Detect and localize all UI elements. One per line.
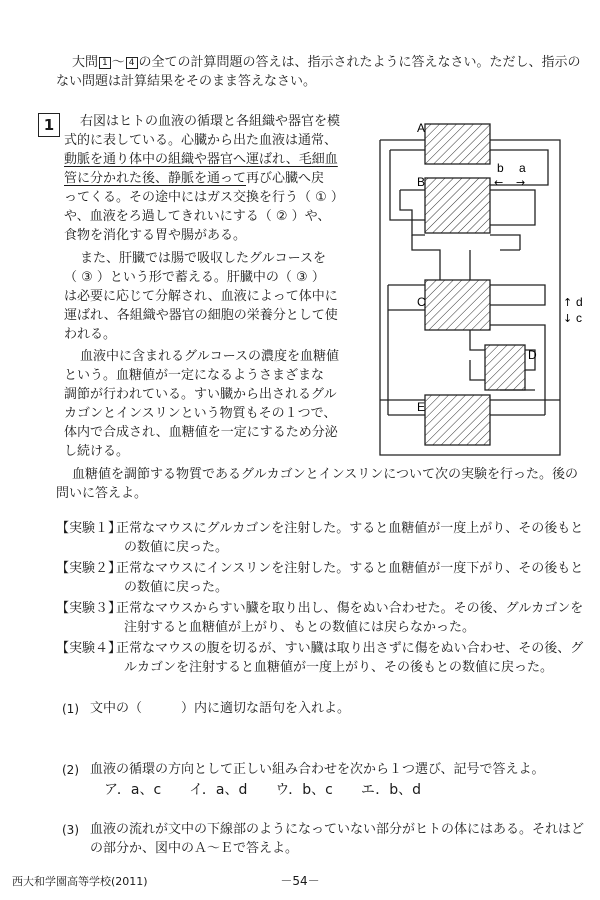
answer-choices: ア．a、c イ．a、d ウ．b、c エ．b、d bbox=[104, 782, 422, 798]
up-arrow-icon: ↑ bbox=[563, 296, 573, 309]
organ-A bbox=[425, 124, 490, 164]
organ-D bbox=[485, 345, 525, 390]
right-arrow-icon: → bbox=[516, 176, 526, 189]
arrow-label-a: a bbox=[519, 161, 526, 175]
page-number: －54－ bbox=[280, 874, 320, 888]
circulation-diagram bbox=[360, 110, 595, 462]
underlined-text: 管に分かれた後、静脈を通って bbox=[64, 171, 247, 186]
instruction-line-2: ない問題は計算結果をそのまま答えなさい。 bbox=[56, 74, 317, 89]
label-E: E bbox=[417, 400, 426, 414]
organ-B bbox=[425, 178, 490, 233]
label-C: C bbox=[417, 295, 426, 309]
problem-box-4: 4 bbox=[126, 57, 138, 69]
label-D: D bbox=[528, 348, 537, 362]
problem-box-1: 1 bbox=[99, 57, 111, 69]
footer-school: 西大和学園高等学校(2011) bbox=[12, 875, 148, 888]
arrow-label-b: b bbox=[497, 161, 504, 175]
label-A: A bbox=[417, 121, 426, 135]
label-B: B bbox=[417, 175, 426, 189]
question-number-box: 1 bbox=[38, 113, 60, 137]
arrow-label-c: c bbox=[576, 311, 582, 325]
left-arrow-icon: ← bbox=[494, 176, 504, 189]
instruction-line-1: 大問 1 ～ 4 の全ての計算問題の答えは、指示されたように答えなさい。ただし、指示の bbox=[72, 55, 581, 70]
organ-C bbox=[425, 280, 490, 330]
underlined-text: 動脈を通り体中の組織や器官へ運ばれ、毛細血 bbox=[64, 152, 338, 167]
arrow-label-d: d bbox=[576, 295, 583, 309]
down-arrow-icon: ↓ bbox=[563, 312, 573, 325]
organ-E bbox=[425, 395, 490, 445]
